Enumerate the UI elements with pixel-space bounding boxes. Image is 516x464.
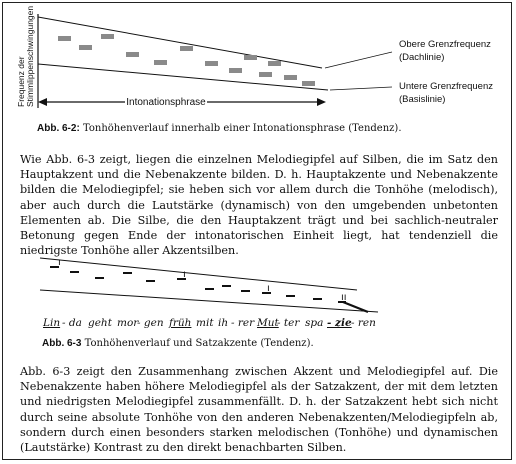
syllable-row <box>0 317 516 331</box>
syllable: - da <box>62 317 82 329</box>
lower-limit-sublabel: (Basislinie) <box>399 94 446 105</box>
upper-limit-sublabel: (Dachlinie) <box>399 52 445 63</box>
paragraph-2: Abb. 6-3 zeigt den Zusammenhang zwischen Akzent und Melodiegipfel auf. Die Nebenakzente haben höhere Melodiegipfel als der Satzakzent, der mit dem letzten und niedrigsten Melodiegipfel zusammenfällt. D. h. der Satzakzent hebt sich nicht durch seine absolute Tonhöhe von den anderen Nebenakzenten/Melodiegipfeln ab, sondern durch einen besonders starken melodischen (Tonhöhe) und dynamischen (Lautstärke) Kontrast zu den direkt benachbarten Silben. <box>20 365 498 455</box>
pitch-marker <box>259 72 272 77</box>
pitch-marker <box>79 45 92 50</box>
figure2-caption-text: Tonhöhenverlauf und Satzakzente (Tendenz). <box>81 338 314 349</box>
accent-mark: ı <box>58 257 61 268</box>
syllable-accented: Mut <box>257 317 279 329</box>
upper-limit-label: Obere Grenzfrequenz <box>399 39 491 50</box>
arrow-head-right <box>317 98 326 106</box>
upper-limit-line <box>38 17 322 68</box>
syllable-accented: Lin <box>43 317 61 329</box>
pitch-marker <box>244 55 257 60</box>
syllable: - gen <box>137 317 164 329</box>
pitch-marker <box>58 36 71 41</box>
figure1-caption-number: Abb. 6-2: <box>37 123 80 134</box>
lower-limit-label: Untere Grenzfrequenz <box>399 81 493 92</box>
figure-intonation-phrase <box>0 0 516 120</box>
pitch-marker <box>154 60 167 65</box>
syllable: ih <box>218 317 229 329</box>
syllable: - ren <box>351 317 376 329</box>
y-axis-label-line1: Frequenz der <box>16 56 26 107</box>
syllable: - rer <box>231 317 255 329</box>
lower-leader-line <box>330 87 392 90</box>
figure2-caption-number: Abb. 6-3 <box>42 338 82 349</box>
accent-mark: ı <box>267 283 270 294</box>
syllable: mor <box>117 317 139 329</box>
figure2-caption <box>42 338 314 349</box>
figure1-caption <box>37 123 402 134</box>
pitch-marker <box>229 68 242 73</box>
accent-mark-double: ıı <box>341 292 347 303</box>
pitch-marker <box>205 61 218 66</box>
arrow-head-left <box>38 98 47 106</box>
accent-mark: ı <box>183 269 186 280</box>
pitch-marker <box>126 52 139 57</box>
syllable: - ter <box>277 317 300 329</box>
syllable: mit <box>196 317 214 329</box>
pitch-marker <box>101 34 114 39</box>
pitch-marker <box>268 61 281 66</box>
pitch-marker <box>180 46 193 51</box>
figure1-caption-text: Tonhöhenverlauf innerhalb einer Intonationsphrase (Tendenz). <box>79 123 402 134</box>
lower-tendency-line <box>40 290 378 312</box>
pitch-marker <box>302 81 315 86</box>
syllable-main-accent: - zie <box>327 317 352 329</box>
x-axis-label: Intonationsphrase <box>126 97 206 108</box>
upper-leader-line <box>325 52 392 68</box>
paragraph-1: Wie Abb. 6-3 zeigt, liegen die einzelnen Melodiegipfel auf Silben, die im Satz den Hauptakzent und die Nebenakzente bilden. D. h. Hauptakzente und Nebenakzente bilden die Melodiegipfel; sie heben sich vor allem durch die Tonhöhe (melodisch), aber auch durch die Lautstärke (dynamisch) von den umgebenden unbetonten Elementen ab. Die Silbe, die den Hauptakzent trägt und bei sachlich-neutraler Betonung gegen Ende der intonatorischen Einheit liegt, hat tendenziell die niedrigste Tonhöhe aller Akzentsilben. <box>20 153 498 258</box>
syllable: geht <box>88 317 112 329</box>
pitch-marker <box>284 75 297 80</box>
syllable-accented: früh <box>169 317 192 329</box>
upper-tendency-line <box>40 258 357 290</box>
syllable: spa <box>305 317 324 329</box>
y-axis-label-line2: Stimmlippenschwingungen <box>25 5 35 107</box>
